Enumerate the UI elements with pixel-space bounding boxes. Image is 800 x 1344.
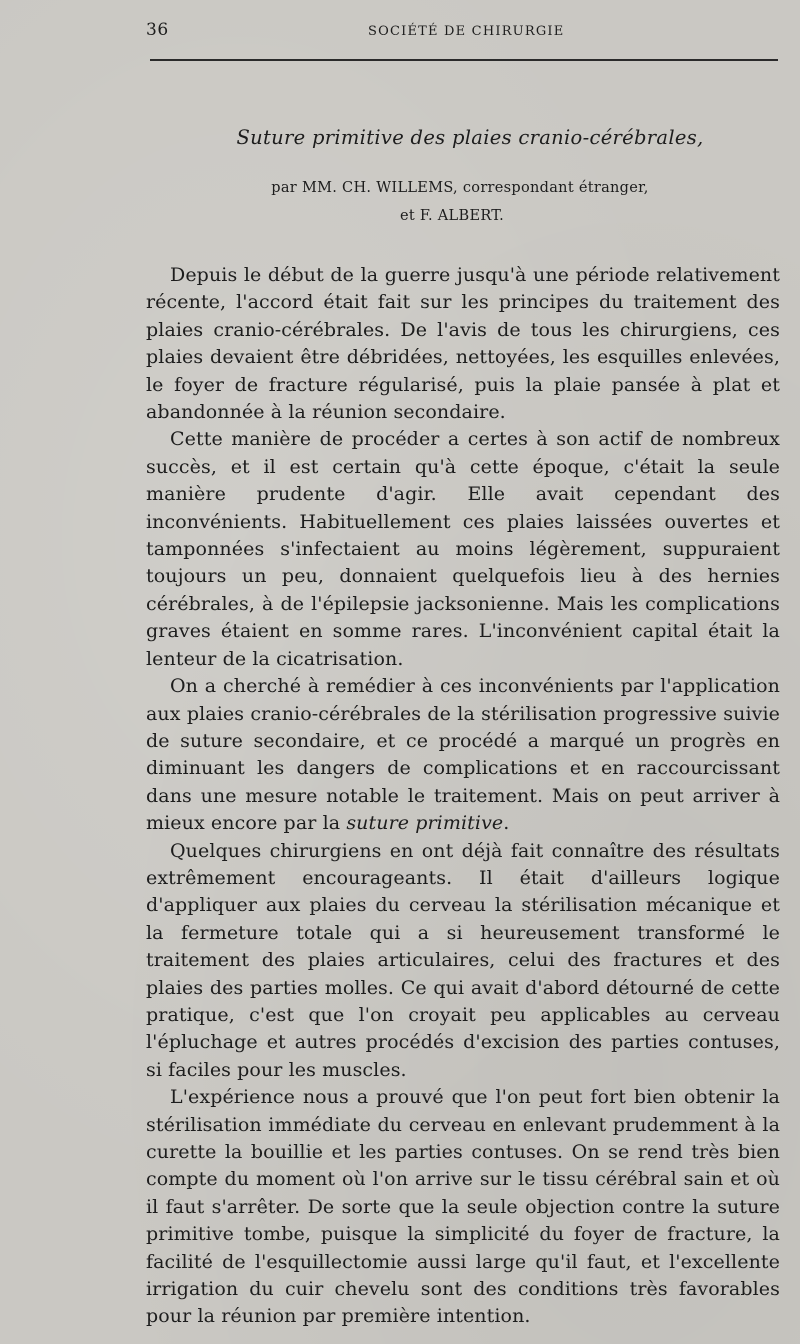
article-body (146, 262, 780, 1331)
byline-coauthor: et F. ALBERT. (399, 208, 505, 224)
page-number: 36 (146, 20, 169, 40)
byline-authors: par MM. CH. WILLEMS, correspondant étranger, (271, 180, 649, 196)
paragraph-3 (146, 673, 780, 837)
paragraph-1: Depuis le début de la guerre jusqu'à une période relativement récente, l'accord était fait sur les principes du traitement des plaies cranio-cérébrales. De l'avis de tous les chirurgiens, ces plaies devaient être débridées, nettoyées, les esquilles enlevées, le foyer de fracture régularisé, puis la plaie pansée à plat et abandonnée à la réunion secondaire. (146, 264, 780, 424)
paragraph-4: Quelques chirurgiens en ont déjà fait connaître des résultats extrêmement encourageants. Il était d'ailleurs logique d'appliquer aux plaies du cerveau la stérilisation mécanique et la fermeture totale qui a si heureusement transformé le traitement des plaies articulaires, celui des fractures et des plaies des parties molles. Ce qui avait d'abord détourné de cette pratique, c'est que l'on croyait peu applicables au cerveau l'épluchage et autres procédés d'excision des parties contuses, si faciles pour les muscles. (146, 839, 780, 1081)
header-rule (150, 59, 778, 61)
paragraph-3-text: On a cherché à remédier à ces inconvénients par l'application aux plaies cranio-cérébrales de la stérilisation progressive suivie de suture secondaire, et ce procédé a marqué un progrès en diminuant les dangers de complications et en raccourcissant dans une mesure notable le traitement. Mais on peut arriver à mieux encore par la (146, 675, 780, 835)
running-title: SOCIÉTÉ DE CHIRURGIE (368, 24, 565, 39)
paragraph-5: L'expérience nous a prouvé que l'on peut fort bien obtenir la stérilisation immédiate du cerveau en enlevant prudemment à la curette la bouillie et les parties contuses. On se rend très bien compte du moment où l'on arrive sur le tissu cérébral sain et où il faut s'arrêter. De sorte que la seule objection contre la suture primitive tombe, puisque la simplicité du foyer de fracture, la facilité de l'esquillectomie aussi large qu'il faut, et l'excellente irrigation du cuir chevelu sont des conditions très favorables pour la réunion par première intention. (146, 1086, 780, 1328)
paragraph-2: Cette manière de procéder a certes à son actif de nombreux succès, et il est certain qu'à cette époque, c'était la seule manière prudente d'agir. Elle avait cependant des inconvénients. Habituellement ces plaies laissées ouvertes et tamponnées s'infectaient au moins légèrement, suppuraient toujours un peu, donnaient quelquefois lieu à des hernies cérébrales, à de l'épilepsie jacksonienne. Mais les complications graves étaient en somme rares. L'inconvénient capital était la lenteur de la cicatrisation. (146, 428, 780, 670)
emphasis-suture-primitive: suture primitive (346, 812, 504, 835)
article-title: Suture primitive des plaies cranio-cérébrales, (236, 126, 704, 149)
paragraph-3-end: . (503, 812, 510, 835)
page-header (146, 14, 780, 44)
